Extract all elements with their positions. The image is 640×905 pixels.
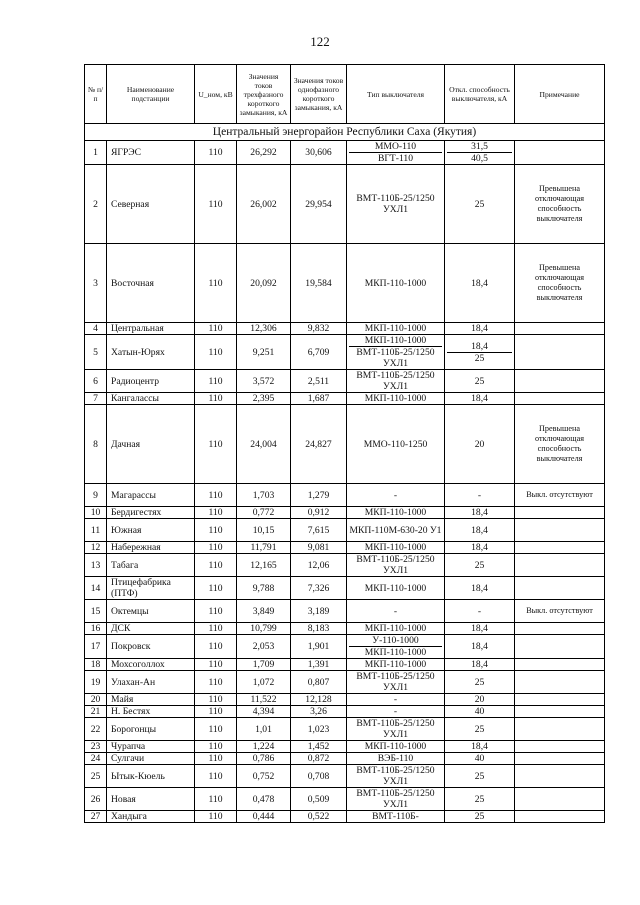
substation-name: Центральная [107, 323, 195, 335]
voltage: 110 [195, 600, 237, 623]
note [515, 788, 605, 811]
table-row [85, 484, 605, 507]
breaker-type: МКП-110-1000 [347, 393, 445, 405]
three-phase-current: 0,444 [237, 811, 291, 823]
breaker-type: - [347, 694, 445, 706]
note [515, 335, 605, 370]
three-phase-current: 24,004 [237, 405, 291, 484]
breaking-capacity: 18,4 [445, 635, 515, 659]
three-phase-current: 1,224 [237, 741, 291, 753]
row-num: 15 [85, 600, 107, 623]
table-row [85, 623, 605, 635]
breaking-capacity: 40 [445, 706, 515, 718]
row-num: 8 [85, 405, 107, 484]
note [515, 554, 605, 577]
single-phase-current: 29,954 [291, 165, 347, 244]
table-row [85, 765, 605, 788]
breaker-type: - [347, 600, 445, 623]
single-phase-current: 1,279 [291, 484, 347, 507]
table-row [85, 577, 605, 600]
single-phase-current: 12,06 [291, 554, 347, 577]
substation-name: Ытык-Кюель [107, 765, 195, 788]
substation-name: Мохсоголлох [107, 659, 195, 671]
single-phase-current: 0,807 [291, 671, 347, 694]
single-phase-current: 9,081 [291, 542, 347, 554]
substation-name: Майя [107, 694, 195, 706]
breaker-type-part: ММО-110 [374, 141, 417, 152]
breaker-type: ММО-110-1250 [347, 405, 445, 484]
table-row [85, 519, 605, 542]
breaker-type-part: МКП-110-1000 [364, 335, 427, 346]
breaker-type: МКП-110-1000 [347, 244, 445, 323]
voltage: 110 [195, 765, 237, 788]
table-row [85, 718, 605, 741]
header-i1: Значения токов однофазного короткого замыкания, кА [291, 65, 347, 124]
row-num: 11 [85, 519, 107, 542]
breaker-type: - [347, 484, 445, 507]
row-num: 24 [85, 753, 107, 765]
three-phase-current: 11,522 [237, 694, 291, 706]
voltage: 110 [195, 635, 237, 659]
row-num: 23 [85, 741, 107, 753]
voltage: 110 [195, 623, 237, 635]
substation-name: Табага [107, 554, 195, 577]
substation-name: Южная [107, 519, 195, 542]
breaking-capacity: - [445, 484, 515, 507]
three-phase-current: 1,072 [237, 671, 291, 694]
voltage: 110 [195, 519, 237, 542]
voltage: 110 [195, 718, 237, 741]
single-phase-current: 19,584 [291, 244, 347, 323]
voltage: 110 [195, 393, 237, 405]
substation-name: Н. Бестях [107, 706, 195, 718]
note [515, 811, 605, 823]
row-num: 5 [85, 335, 107, 370]
single-phase-current: 1,452 [291, 741, 347, 753]
header-breaker: Тип выключателя [347, 65, 445, 124]
substation-name: Борогонцы [107, 718, 195, 741]
row-num: 17 [85, 635, 107, 659]
breaker-type: ВМТ-110Б-25/1250 УХЛ1 [347, 554, 445, 577]
breaking-capacity: 18,4 [445, 623, 515, 635]
breaker-type: МКП-110-1000 [347, 659, 445, 671]
substation-name: Птицефабрика (ПТФ) [107, 577, 195, 600]
note [515, 542, 605, 554]
region-row [85, 124, 605, 141]
note: Выкл. отсутствуют [515, 600, 605, 623]
note [515, 765, 605, 788]
note [515, 577, 605, 600]
voltage: 110 [195, 671, 237, 694]
note [515, 741, 605, 753]
breaker-type: ВМТ-110Б-25/1250 УХЛ1 [347, 718, 445, 741]
header-num: № п/п [85, 65, 107, 124]
breaking-capacity: 18,4 [445, 393, 515, 405]
single-phase-current: 6,709 [291, 335, 347, 370]
single-phase-current: 0,912 [291, 507, 347, 519]
breaker-type: ВЭБ-110 [347, 753, 445, 765]
note [515, 694, 605, 706]
breaker-type: МКП-110-1000 [347, 577, 445, 600]
single-phase-current: 30,606 [291, 141, 347, 165]
table-row [85, 507, 605, 519]
substation-name: Дачная [107, 405, 195, 484]
row-num: 13 [85, 554, 107, 577]
row-num: 19 [85, 671, 107, 694]
substation-name: Хатын-Юрях [107, 335, 195, 370]
breaker-type: МКП-110-1000 [347, 623, 445, 635]
substation-name: Восточная [107, 244, 195, 323]
breaking-capacity: - [445, 600, 515, 623]
breaking-capacity: 18,4 [445, 244, 515, 323]
breaker-type: ВМТ-110Б-25/1250 УХЛ1 [347, 788, 445, 811]
single-phase-current: 3,189 [291, 600, 347, 623]
breaker-type: МКП-110М-630-20 У1 [347, 519, 445, 542]
three-phase-current: 10,799 [237, 623, 291, 635]
note [515, 671, 605, 694]
substation-name: Улахан-Ан [107, 671, 195, 694]
single-phase-current: 3,26 [291, 706, 347, 718]
three-phase-current: 12,165 [237, 554, 291, 577]
breaker-type: МКП-110-1000 [347, 741, 445, 753]
single-phase-current: 0,708 [291, 765, 347, 788]
breaking-capacity: 25 [445, 671, 515, 694]
table-row [85, 323, 605, 335]
breaking-capacity-part: 25 [447, 352, 512, 364]
three-phase-current: 0,478 [237, 788, 291, 811]
row-num: 21 [85, 706, 107, 718]
breaking-capacity: 20 [445, 694, 515, 706]
voltage: 110 [195, 323, 237, 335]
breaking-capacity [445, 335, 515, 370]
row-num: 14 [85, 577, 107, 600]
note: Выкл. отсутствуют [515, 484, 605, 507]
single-phase-current: 2,511 [291, 370, 347, 393]
single-phase-current: 0,522 [291, 811, 347, 823]
table-row [85, 554, 605, 577]
substation-table [84, 64, 605, 823]
substation-name: ЯГРЭС [107, 141, 195, 165]
three-phase-current: 26,002 [237, 165, 291, 244]
note [515, 718, 605, 741]
substation-name: Покровск [107, 635, 195, 659]
three-phase-current: 2,053 [237, 635, 291, 659]
substation-name: Октемцы [107, 600, 195, 623]
voltage: 110 [195, 554, 237, 577]
voltage: 110 [195, 788, 237, 811]
note [515, 519, 605, 542]
breaking-capacity: 20 [445, 405, 515, 484]
three-phase-current: 0,772 [237, 507, 291, 519]
note: Превышена отключающая способность выключателя [515, 244, 605, 323]
single-phase-current: 1,023 [291, 718, 347, 741]
breaker-type [347, 635, 445, 659]
row-num: 10 [85, 507, 107, 519]
breaking-capacity: 25 [445, 554, 515, 577]
page-number: 122 [310, 34, 330, 49]
voltage: 110 [195, 141, 237, 165]
breaking-capacity: 25 [445, 765, 515, 788]
breaker-type: ВМТ-110Б-25/1250 УХЛ1 [347, 765, 445, 788]
voltage: 110 [195, 165, 237, 244]
three-phase-current: 3,849 [237, 600, 291, 623]
note [515, 753, 605, 765]
substation-name: Кангалассы [107, 393, 195, 405]
header-u: U_ном, кВ [195, 65, 237, 124]
row-num: 18 [85, 659, 107, 671]
single-phase-current: 0,509 [291, 788, 347, 811]
table-row [85, 659, 605, 671]
voltage: 110 [195, 811, 237, 823]
substation-name: Северная [107, 165, 195, 244]
single-phase-current: 8,183 [291, 623, 347, 635]
table-row [85, 393, 605, 405]
substation-name: ДСК [107, 623, 195, 635]
voltage: 110 [195, 753, 237, 765]
breaker-type: ВМТ-110Б-25/1250 УХЛ1 [347, 165, 445, 244]
voltage: 110 [195, 694, 237, 706]
three-phase-current: 12,306 [237, 323, 291, 335]
breaking-capacity: 25 [445, 370, 515, 393]
note: Превышена отключающая способность выключателя [515, 165, 605, 244]
three-phase-current: 1,709 [237, 659, 291, 671]
three-phase-current: 9,788 [237, 577, 291, 600]
single-phase-current: 9,832 [291, 323, 347, 335]
row-num: 25 [85, 765, 107, 788]
breaker-type: ВМТ-110Б-25/1250 УХЛ1 [347, 370, 445, 393]
voltage: 110 [195, 706, 237, 718]
header-name: Наименование подстанции [107, 65, 195, 124]
breaker-type: ВМТ-110Б-25/1250 УХЛ1 [347, 671, 445, 694]
note [515, 141, 605, 165]
single-phase-current: 0,872 [291, 753, 347, 765]
substation-name: Магарассы [107, 484, 195, 507]
single-phase-current: 1,901 [291, 635, 347, 659]
breaker-type: МКП-110-1000 [347, 542, 445, 554]
breaking-capacity-part: 18,4 [471, 340, 488, 352]
table-row [85, 165, 605, 244]
breaking-capacity-part: 40,5 [447, 152, 512, 164]
row-num: 3 [85, 244, 107, 323]
breaker-type: МКП-110-1000 [347, 507, 445, 519]
substation-name: Бердигестях [107, 507, 195, 519]
breaking-capacity: 25 [445, 811, 515, 823]
voltage: 110 [195, 659, 237, 671]
table-row [85, 811, 605, 823]
breaking-capacity: 18,4 [445, 577, 515, 600]
note [515, 393, 605, 405]
three-phase-current: 26,292 [237, 141, 291, 165]
note [515, 635, 605, 659]
note [515, 323, 605, 335]
table-row [85, 753, 605, 765]
voltage: 110 [195, 244, 237, 323]
breaking-capacity: 18,4 [445, 659, 515, 671]
three-phase-current: 4,394 [237, 706, 291, 718]
three-phase-current: 1,01 [237, 718, 291, 741]
table-row [85, 370, 605, 393]
table-row [85, 694, 605, 706]
three-phase-current: 20,092 [237, 244, 291, 323]
three-phase-current: 2,395 [237, 393, 291, 405]
table-row [85, 600, 605, 623]
breaking-capacity: 18,4 [445, 741, 515, 753]
table-row [85, 405, 605, 484]
note [515, 706, 605, 718]
three-phase-current: 3,572 [237, 370, 291, 393]
breaker-type: - [347, 706, 445, 718]
header-note: Примечание [515, 65, 605, 124]
substation-name: Чурапча [107, 741, 195, 753]
table-row [85, 741, 605, 753]
row-num: 2 [85, 165, 107, 244]
single-phase-current: 12,128 [291, 694, 347, 706]
breaking-capacity: 25 [445, 165, 515, 244]
table-row [85, 635, 605, 659]
breaker-type-part: У-110-1000 [372, 635, 419, 646]
breaking-capacity: 18,4 [445, 323, 515, 335]
substation-name: Новая [107, 788, 195, 811]
breaking-capacity: 25 [445, 718, 515, 741]
voltage: 110 [195, 542, 237, 554]
row-num: 26 [85, 788, 107, 811]
header-capacity: Откл. способность выключателя, кА [445, 65, 515, 124]
note [515, 659, 605, 671]
note [515, 370, 605, 393]
table-row [85, 244, 605, 323]
single-phase-current: 7,615 [291, 519, 347, 542]
three-phase-current: 0,752 [237, 765, 291, 788]
breaker-type [347, 141, 445, 165]
breaking-capacity-part: 31,5 [471, 141, 488, 152]
breaking-capacity: 18,4 [445, 519, 515, 542]
single-phase-current: 1,687 [291, 393, 347, 405]
substation-name: Сулгачи [107, 753, 195, 765]
row-num: 12 [85, 542, 107, 554]
row-num: 7 [85, 393, 107, 405]
row-num: 16 [85, 623, 107, 635]
breaker-type: ВМТ-110Б- [347, 811, 445, 823]
row-num: 4 [85, 323, 107, 335]
breaker-type-part: ВГТ-110 [349, 152, 442, 164]
three-phase-current: 9,251 [237, 335, 291, 370]
voltage: 110 [195, 741, 237, 753]
note: Превышена отключающая способность выключателя [515, 405, 605, 484]
single-phase-current: 1,391 [291, 659, 347, 671]
table-row [85, 671, 605, 694]
table-row [85, 141, 605, 165]
voltage: 110 [195, 484, 237, 507]
breaker-type: МКП-110-1000 [347, 323, 445, 335]
substation-name: Хандыга [107, 811, 195, 823]
three-phase-current: 0,786 [237, 753, 291, 765]
breaker-type-part: ВМТ-110Б-25/1250 УХЛ1 [349, 346, 442, 369]
table-row [85, 788, 605, 811]
single-phase-current: 24,827 [291, 405, 347, 484]
row-num: 1 [85, 141, 107, 165]
row-num: 22 [85, 718, 107, 741]
row-num: 6 [85, 370, 107, 393]
voltage: 110 [195, 370, 237, 393]
header-i3: Значения токов трехфазного короткого замыкания, кА [237, 65, 291, 124]
note [515, 507, 605, 519]
three-phase-current: 11,791 [237, 542, 291, 554]
breaking-capacity: 18,4 [445, 542, 515, 554]
region-title: Центральный энергорайон Республики Саха (Якутия) [85, 124, 605, 141]
note [515, 623, 605, 635]
voltage: 110 [195, 335, 237, 370]
three-phase-current: 1,703 [237, 484, 291, 507]
voltage: 110 [195, 405, 237, 484]
breaker-type-part: МКП-110-1000 [349, 646, 442, 658]
table-row [85, 542, 605, 554]
breaking-capacity: 18,4 [445, 507, 515, 519]
table-row [85, 335, 605, 370]
row-num: 20 [85, 694, 107, 706]
breaker-type [347, 335, 445, 370]
breaking-capacity [445, 141, 515, 165]
substation-name: Радиоцентр [107, 370, 195, 393]
voltage: 110 [195, 577, 237, 600]
breaking-capacity: 25 [445, 788, 515, 811]
row-num: 9 [85, 484, 107, 507]
three-phase-current: 10,15 [237, 519, 291, 542]
voltage: 110 [195, 507, 237, 519]
row-num: 27 [85, 811, 107, 823]
table-row [85, 706, 605, 718]
single-phase-current: 7,326 [291, 577, 347, 600]
breaking-capacity: 40 [445, 753, 515, 765]
table-header-row [85, 65, 605, 124]
substation-name: Набережная [107, 542, 195, 554]
